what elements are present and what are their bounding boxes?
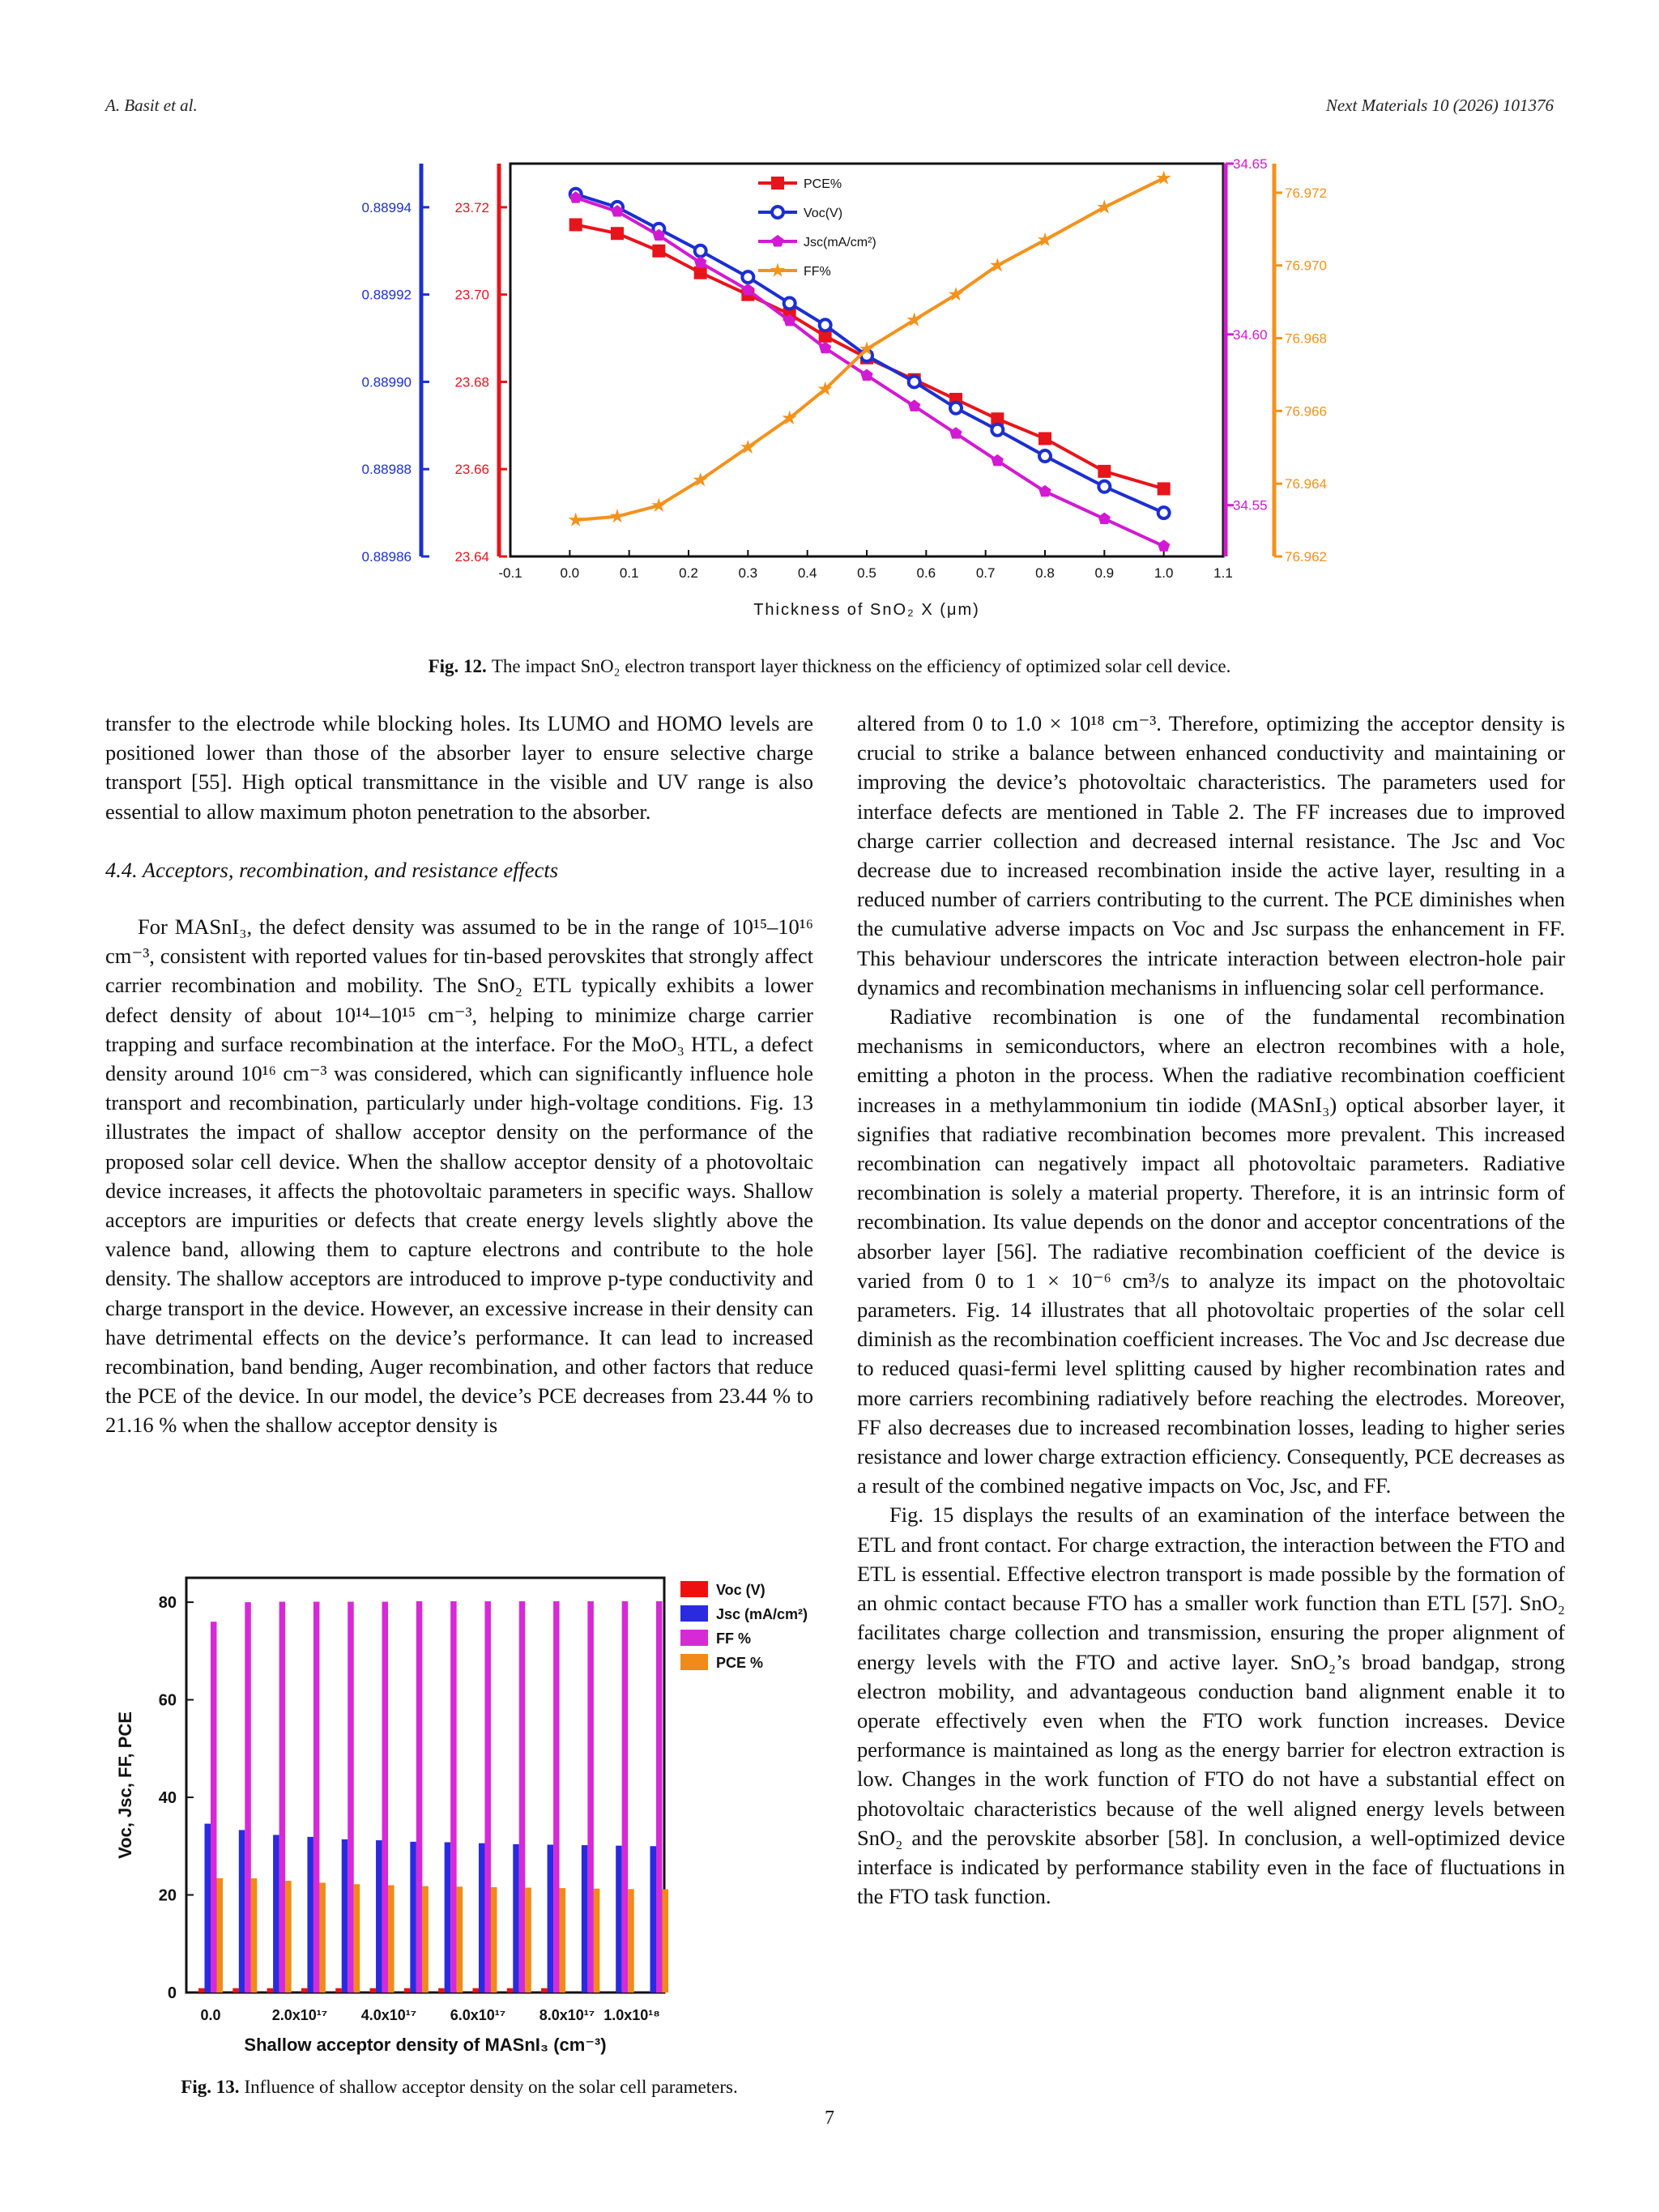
- fig13-legend-swatch: [680, 1654, 708, 1670]
- figure-12-caption: [105, 654, 1554, 679]
- fig13-y-axis-title: Voc, Jsc, FF, PCE: [115, 1711, 135, 1859]
- fig12-point-pce: [1038, 433, 1051, 445]
- fig13-bar: [211, 1622, 217, 1993]
- fig13-bar: [232, 1988, 239, 1993]
- fig13-bar: [541, 1988, 548, 1993]
- fig13-legend-swatch: [680, 1581, 708, 1597]
- fig13-bar: [348, 1602, 354, 1993]
- fig13-y-tick-label: 40: [158, 1789, 177, 1808]
- fig12-x-tick-label: 1.1: [1213, 565, 1233, 581]
- fig13-bar: [416, 1601, 423, 1993]
- fig13-bar: [479, 1843, 485, 1993]
- fig13-bar: [507, 1988, 514, 1993]
- fig13-bar: [484, 1601, 491, 1993]
- left-paragraph-1: transfer to the electrode while blocking holes. Its LUMO and HOMO levels are positioned lower than those of the absorber layer to ensure selective charge transport [55]. High optical transmittance in the visible and UV range is also essential to allow maximum photon penetration to the absorber.: [105, 711, 813, 824]
- fig12-point-voc-v: [695, 245, 706, 257]
- fig12-jsc-tick-label: 34.55: [1233, 497, 1268, 514]
- fig12-point-pce: [1098, 465, 1111, 478]
- fig12-point-voc-v: [950, 403, 962, 414]
- fig12-x-tick-label: 0.5: [857, 565, 876, 581]
- fig13-bar: [553, 1601, 560, 1993]
- fig13-bar: [560, 1888, 566, 1993]
- fig12-point-voc-v: [1039, 450, 1051, 462]
- fig13-x-tick-label: 0.0: [200, 2007, 221, 2023]
- figure-12-label: Fig. 12.: [428, 656, 487, 676]
- fig12-x-tick-label: 0.1: [619, 565, 639, 581]
- fig13-legend-label: PCE %: [716, 1655, 764, 1671]
- fig13-bar: [217, 1878, 224, 1993]
- fig13-y-tick-label: 20: [158, 1886, 177, 1905]
- fig13-bar: [307, 1837, 313, 1993]
- fig13-legend-label: Voc (V): [716, 1582, 766, 1598]
- fig13-bar: [404, 1988, 411, 1993]
- fig12-point-voc-v: [909, 376, 920, 387]
- fig12-jsc-tick-label: 34.65: [1233, 156, 1268, 172]
- fig13-x-tick-label: 2.0x10¹⁷: [271, 2007, 328, 2023]
- fig13-bar: [388, 1885, 394, 1993]
- fig12-voc-tick-label: 0.88988: [361, 462, 412, 478]
- fig12-point-pce: [694, 266, 707, 279]
- fig12-ff-tick-label: 76.964: [1285, 476, 1327, 492]
- fig12-pce-tick-label: 23.66: [454, 462, 489, 478]
- right-paragraph-1: altered from 0 to 1.0 × 10¹⁸ cm⁻³. Therefore, optimizing the acceptor density is crucial to strike a balance between enhanced conductivity and maintaining or improving the device’s photovoltaic characteristics. The parameters used for interface defects are mentioned in Table 2. The FF increases due to improved charge carrier collection and decreased internal resistance. The Jsc and Voc decrease due to increased recombination inside the active layer, resulting in a reduced number of carriers contributing to the current. The PCE diminishes when the cumulative adverse impacts on Voc and Jsc surpass the enhancement in FF. This behaviour underscores the intricate interaction between electron-hole pair dynamics and recombination mechanisms in influencing solar cell performance.: [857, 711, 1565, 999]
- right-column: [857, 709, 1565, 1911]
- fig13-x-tick-label: 1.0x10¹⁸: [603, 2007, 660, 2023]
- fig13-bar: [410, 1842, 416, 1993]
- fig13-x-tick-label: 8.0x10¹⁷: [539, 2007, 595, 2023]
- fig13-legend-swatch: [680, 1605, 708, 1622]
- fig12-voc-tick-label: 0.88994: [361, 199, 412, 215]
- fig13-bar: [548, 1844, 554, 1993]
- fig12-point-jsc-ma-cm: [1158, 539, 1170, 552]
- fig12-legend-label: Jsc(mA/cm²): [804, 236, 876, 249]
- fig13-bar: [622, 1601, 629, 1993]
- fig12-x-tick-label: 0.3: [738, 565, 758, 581]
- fig12-point-pce: [611, 227, 624, 240]
- fig12-point-jsc-ma-cm: [908, 399, 920, 411]
- fig13-bar: [491, 1887, 497, 1993]
- figure-13-label: Fig. 13.: [181, 2077, 240, 2097]
- fig12-legend-marker: [771, 177, 784, 190]
- fig12-x-tick-label: 0.2: [679, 565, 698, 581]
- fig13-bar: [382, 1602, 389, 1993]
- figure-12-chart: [308, 154, 1361, 640]
- fig13-legend-label: Jsc (mA/cm²): [716, 1606, 808, 1622]
- fig12-pce-tick-label: 23.70: [454, 287, 489, 303]
- running-header-journal: Next Materials 10 (2026) 101376: [1325, 96, 1554, 115]
- fig13-bar: [376, 1840, 382, 1993]
- fig12-x-tick-label: 0.0: [560, 565, 580, 581]
- fig12-x-tick-label: 0.7: [975, 565, 996, 581]
- fig12-legend-label: Voc(V): [804, 207, 843, 220]
- fig12-point-pce: [569, 218, 582, 231]
- fig13-bar: [335, 1988, 342, 1993]
- figure-13-caption: [105, 2075, 813, 2099]
- fig12-jsc-tick-label: 34.60: [1233, 326, 1268, 343]
- fig13-bar: [319, 1882, 326, 1993]
- fig12-legend-label: FF%: [804, 265, 831, 279]
- fig12-x-tick-label: -0.1: [498, 565, 522, 581]
- fig13-bar: [663, 1890, 669, 1993]
- fig13-bar: [656, 1601, 663, 1993]
- fig13-bar: [342, 1839, 348, 1993]
- fig12-point-pce: [652, 245, 665, 258]
- section-heading-4-4: 4.4. Acceptors, recombination, and resistance effects: [105, 857, 559, 882]
- running-header-authors: A. Basit et al.: [105, 96, 198, 115]
- fig12-pce-tick-label: 23.64: [454, 549, 489, 565]
- fig13-bar: [313, 1602, 320, 1993]
- fig12-voc-tick-label: 0.88992: [361, 287, 412, 303]
- fig12-ff-tick-label: 76.962: [1285, 549, 1327, 565]
- fig13-bar: [457, 1886, 463, 1993]
- fig13-x-tick-label: 6.0x10¹⁷: [450, 2007, 506, 2023]
- fig13-bar: [273, 1835, 279, 1993]
- fig13-bar: [650, 1846, 657, 1993]
- figure-12-caption-text: The impact SnO₂ electron transport layer thickness on the efficiency of optimized solar cell device.: [491, 656, 1231, 676]
- fig13-legend-swatch: [680, 1630, 708, 1646]
- fig13-bar: [301, 1988, 308, 1993]
- fig13-bar: [245, 1602, 251, 1993]
- fig13-bar: [354, 1884, 360, 1993]
- fig12-x-tick-label: 0.9: [1094, 565, 1115, 581]
- fig12-x-tick-label: 0.8: [1035, 565, 1055, 581]
- fig12-legend-label: PCE%: [804, 177, 842, 191]
- fig13-bar: [267, 1988, 274, 1993]
- fig12-ff-tick-label: 76.966: [1285, 403, 1327, 420]
- fig12-point-jsc-ma-cm: [1098, 513, 1111, 525]
- fig12-voc-tick-label: 0.88990: [361, 374, 412, 390]
- fig13-bar: [438, 1988, 445, 1993]
- fig12-point-voc-v: [1098, 481, 1110, 492]
- fig12-pce-tick-label: 23.68: [454, 374, 489, 390]
- fig12-legend-marker: [772, 207, 783, 218]
- fig12-ff-tick-label: 76.968: [1285, 330, 1327, 347]
- fig12-x-tick-label: 0.6: [916, 565, 936, 581]
- fig13-legend-label: FF %: [716, 1630, 751, 1647]
- fig13-bar: [205, 1824, 211, 1993]
- fig12-x-tick-label: 0.4: [797, 565, 817, 581]
- fig12-point-voc-v: [820, 319, 831, 330]
- right-paragraph-2: Radiative recombination is one of the fundamental recombination mechanisms in semiconductors, where an electron recombines with a hole, emitting a photon in the process. When the radiative recombination coefficient increases in a methylammonium tin iodide (MASnI₃) optical absorber layer, it signifies that radiative recombination becomes more prevalent. This increased recombination can negatively impact all photovoltaic parameters. Radiative recombination is solely a material property. Therefore, it is an intrinsic form of recombination. Its value depends on the donor and acceptor concentrations of the absorber layer [56]. The radiative recombination coefficient of the device is varied from 0 to 1 × 10⁻⁶ cm³/s to analyze its impact on the photovoltaic parameters. Fig. 14 illustrates that all photovoltaic properties of the solar cell diminish as the recombination coefficient increases. The Voc and Jsc decrease due to reduced quasi-fermi level splitting caused by higher recombination rates and more carriers recombining radiatively before reaching the electrodes. Moreover, FF also decreases due to increased recombination losses, leading to higher series resistance and lower charge extraction efficiency. Consequently, PCE decreases as a result of the combined negative impacts on Voc, Jsc, and FF.: [857, 1004, 1565, 1498]
- fig13-bar: [239, 1830, 245, 1993]
- fig13-x-tick-label: 4.0x10¹⁷: [360, 2007, 417, 2023]
- fig13-bar: [582, 1845, 588, 1993]
- fig13-bar: [450, 1601, 457, 1993]
- fig12-point-jsc-ma-cm: [742, 283, 754, 296]
- fig12-ff-tick-label: 76.970: [1285, 258, 1327, 274]
- fig13-bar: [251, 1878, 258, 1993]
- fig13-y-tick-label: 0: [167, 1984, 177, 2002]
- fig13-bar: [422, 1886, 429, 1993]
- fig12-point-pce: [1158, 482, 1171, 495]
- page-number: 7: [825, 2108, 834, 2129]
- fig12-point-voc-v: [742, 271, 753, 283]
- left-column: [105, 709, 813, 1440]
- fig13-bar: [616, 1846, 622, 1993]
- figure-13-caption-text: Influence of shallow acceptor density on the solar cell parameters.: [244, 2077, 738, 2097]
- fig12-point-voc-v: [784, 297, 795, 309]
- fig13-bar: [472, 1988, 479, 1993]
- fig12-legend-marker: [771, 235, 783, 247]
- fig13-bar: [594, 1889, 600, 1993]
- figure-13-chart: [105, 1571, 818, 2065]
- fig12-x-tick-label: 1.0: [1154, 565, 1174, 581]
- fig13-bar: [198, 1988, 205, 1993]
- fig13-bar: [279, 1602, 286, 1993]
- fig13-bar: [285, 1881, 292, 1993]
- fig13-bar: [445, 1842, 451, 1993]
- fig12-point-voc-v: [992, 424, 1003, 436]
- fig13-x-axis-title: Shallow acceptor density of MASnI₃ (cm⁻³): [244, 2035, 607, 2055]
- fig13-bar: [628, 1889, 634, 1993]
- fig12-point-voc-v: [1158, 507, 1170, 518]
- fig13-bar: [525, 1887, 531, 1993]
- fig12-point-ff: [651, 498, 666, 512]
- fig13-bar: [513, 1844, 519, 1993]
- fig12-ff-tick-label: 76.972: [1285, 185, 1327, 201]
- fig13-bar: [587, 1601, 594, 1993]
- fig13-bar: [370, 1988, 377, 1993]
- fig12-pce-tick-label: 23.72: [454, 199, 489, 215]
- fig13-y-tick-label: 60: [158, 1691, 177, 1710]
- fig12-x-axis-title: Thickness of SnO₂ X (μm): [753, 601, 980, 619]
- right-paragraph-3: Fig. 15 displays the results of an examination of the interface between the ETL and front contact. For charge extraction, the interaction between the FTO and ETL is essential. Effective electron transport is made possible by the formation of an ohmic contact because FTO has a smaller work function than ETL [57]. SnO₂ facilitates charge collection and transmission, ensuring the proper alignment of energy levels with the FTO and active layer. SnO₂’s broad bandgap, strong electron mobility, and advantageous conduction band alignment enable it to operate effectively even when the FTO work function increases. Device performance is maintained as long as the energy barrier for electron extraction is low. Changes in the work function of FTO do not have a substantial effect on photovoltaic characteristics because of the well aligned energy levels between SnO₂ and the perovskite absorber [58]. In conclusion, a well-optimized device interface is indicated by performance stability even in the face of fluctuations in the FTO task function.: [857, 1502, 1565, 1909]
- left-paragraph-2: For MASnI₃, the defect density was assumed to be in the range of 10¹⁵–10¹⁶ cm⁻³, consistent with reported values for tin-based perovskites that strongly affect carrier recombination and mobility. The SnO₂ ETL typically exhibits a lower defect density of about 10¹⁴–10¹⁵ cm⁻³, helping to minimize charge carrier trapping and surface recombination at the interface. For the MoO₃ HTL, a defect density around 10¹⁶ cm⁻³ was considered, which can significantly influence hole transport and recombination, particularly under high-voltage conditions. Fig. 13 illustrates the impact of shallow acceptor density on the performance of the proposed solar cell device. When the shallow acceptor density of a photovoltaic device increases, it affects the photovoltaic parameters in specific ways. Shallow acceptors are impurities or defects that create energy levels slightly above the valence band, allowing them to capture electrons and contribute to the hole density. The shallow acceptors are introduced to improve p-type conductivity and charge transport in the device. However, an excessive increase in their density can have detrimental effects on the device’s performance. It can lead to increased recombination, band bending, Auger recombination, and other factors that reduce the PCE of the device. In our model, the device’s PCE decreases from 23.44 % to 21.16 % when the shallow acceptor density is: [105, 914, 813, 1438]
- fig13-bar: [519, 1601, 526, 1993]
- fig13-y-tick-label: 80: [158, 1594, 177, 1613]
- fig12-voc-tick-label: 0.88986: [361, 549, 412, 565]
